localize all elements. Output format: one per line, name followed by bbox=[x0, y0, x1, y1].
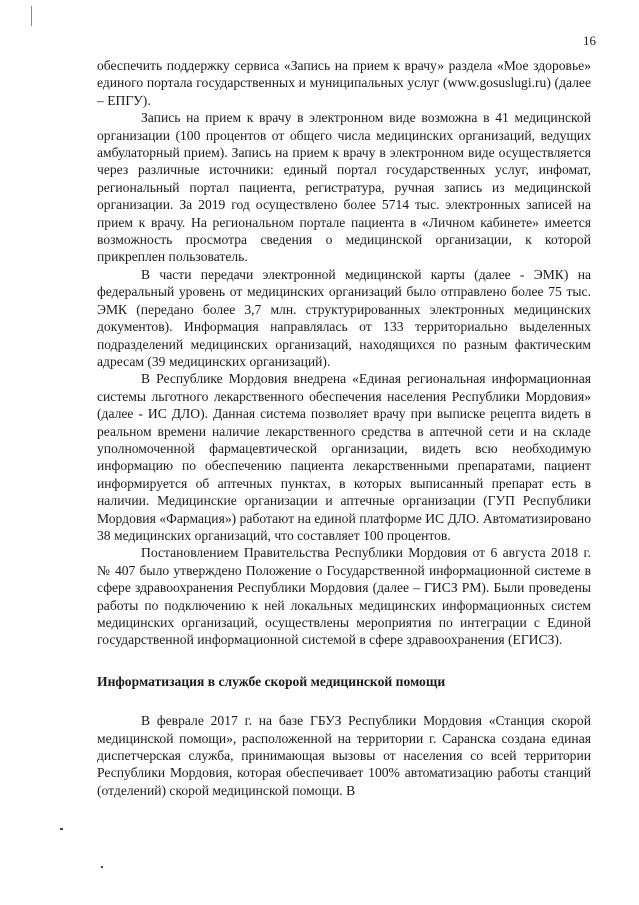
scan-speck bbox=[60, 828, 63, 830]
paragraph-epgu: обеспечить поддержку сервиса «Запись на прием к врачу» раздела «Мое здоровье» единого портала государственных и муниципальных услуг (www.gosuslugi.ru) (далее – ЕПГУ). bbox=[97, 58, 591, 108]
paragraph-appointments: Запись на прием к врачу в электронном виде возможна в 41 медицинской организации (100 процентов от общего числа медицинских организаций, ведущих амбулаторный прием). Запись на прием к врачу в электронном виде осуществляется через различные источники: единый портал государственных услуг, инфомат, региональный портал пациента, регистратура, ручная запись из медицинской организации. За 2019 год осуществлено более 5714 тыс. электронных записей на прием к врачу. На региональном портале пациента в «Личном кабинете» имеется возможность просмотра сведения о медицинской организации, к которой прикреплен пользователь. bbox=[97, 110, 591, 265]
paragraph-gisz: Постановлением Правительства Республики Мордовия от 6 августа 2018 г. № 407 было утверждено Положение о Государственной информационной системе в сфере здравоохранения Республики Мордовия (далее – ГИСЗ РМ). Были проведены работы по подключению к ней локальных медицинских информационных систем медицинских организаций, осуществлены мероприятия по интеграции с Единой государственной информационной системой в сфере здравоохранения (ЕГИСЗ). bbox=[97, 545, 591, 648]
paragraph-emk: В части передачи электронной медицинской карты (далее - ЭМК) на федеральный уровень от медицинских организаций было отправлено более 75 тыс. ЭМК (передано более 3,7 млн. структурированных электронных медицинских документов). Информация направлялась от 133 территориально выделенных подразделений медицинских организаций, находящихся по разным фактическим адресам (39 медицинских организаций). bbox=[97, 266, 591, 369]
document-body bbox=[97, 57, 591, 799]
page-number: 16 bbox=[583, 33, 596, 48]
paragraph-is-dlo: В Республике Мордовия внедрена «Единая региональная информационная системы льготного лекарственного обеспечения населения Республики Мордовия» (далее - ИС ДЛО). Данная система позволяет врачу при выписке рецепта видеть в реальном времени наличие лекарственного средства в аптечной сети и на складе уполномоченной фармацевтической организации, видеть всю необходимую информацию по обеспечению пациента лекарственными препаратами, пациент информируется об аптечных пунктах, в которых выписанный препарат есть в наличии. Медицинские организации и аптечные организации (ГУП Республики Мордовия «Фармация») работают на единой платформе ИС ДЛО. Автоматизировано 38 медицинских организаций, что составляет 100 процентов. bbox=[97, 371, 591, 543]
paragraph-ambulance: В феврале 2017 г. на базе ГБУЗ Республики Мордовия «Станция скорой медицинской помощи», расположенной на территории г. Саранска создана единая диспетчерская служба, принимающая вызовы от населения со всей территории Республики Мордовия, которая обеспечивает 100% автоматизацию работы станций (отделений) скорой медицинской помощи. В bbox=[97, 713, 591, 798]
section-heading: Информатизация в службе скорой медицинской помощи bbox=[97, 673, 446, 689]
scan-edge-mark bbox=[31, 6, 32, 26]
scan-speck bbox=[101, 866, 103, 868]
